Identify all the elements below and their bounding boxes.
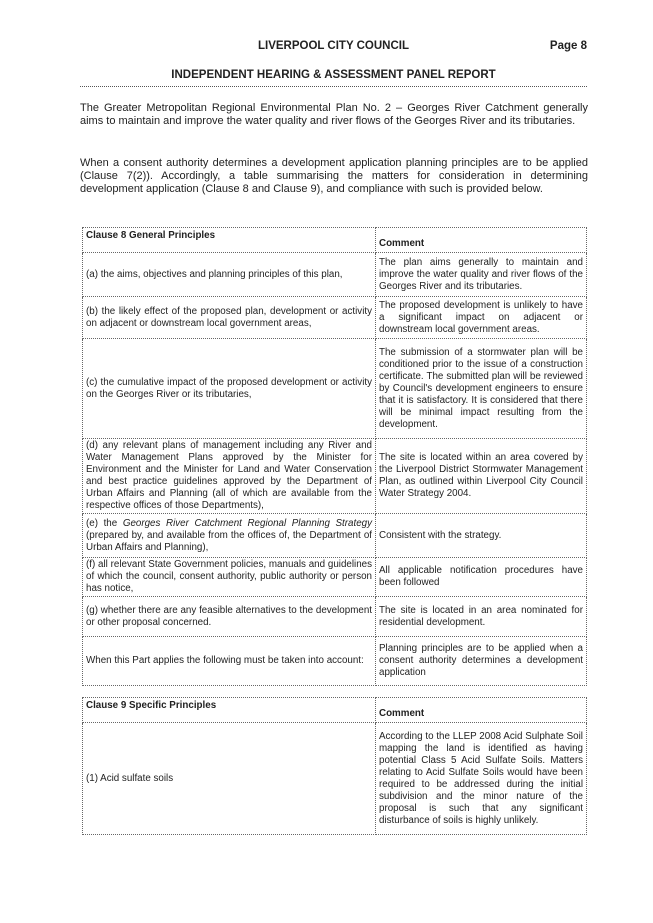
table-header-row bbox=[83, 228, 587, 253]
comment-cell: Planning principles are to be applied when a consent authority determines a development application bbox=[376, 637, 587, 686]
principle-cell bbox=[83, 514, 376, 558]
page-number: Page 8 bbox=[549, 40, 587, 52]
report-title bbox=[80, 64, 587, 87]
table-row bbox=[83, 439, 587, 514]
principle-cell: (b) the likely effect of the proposed plan, development or activity on adjacent or downstream local government areas, bbox=[83, 297, 376, 339]
intro-paragraph-1: The Greater Metropolitan Regional Environmental Plan No. 2 – Georges River Catchment generally aims to maintain and improve the water quality and river flows of the Georges River and its tributaries. bbox=[80, 102, 588, 127]
principle-text-pre: (e) the bbox=[86, 517, 123, 529]
council-name: LIVERPOOL CITY COUNCIL bbox=[257, 40, 409, 52]
intro-paragraph-2: When a consent authority determines a development application planning principles are to be applied (Clause 7(2)). Accordingly, a table summarising the matters for consideration in determining development application (Clause 8 and Clause 9), and compliance with such is provided below. bbox=[80, 157, 588, 195]
page-header bbox=[80, 38, 587, 54]
clause-8-heading: Clause 8 General Principles bbox=[83, 228, 376, 253]
principle-text-post: (prepared by, and available from the offices of, the Department of Urban Affairs and Planning), bbox=[86, 529, 372, 553]
comment-cell: All applicable notification procedures have been followed bbox=[376, 558, 587, 597]
table-row bbox=[83, 514, 587, 558]
principle-cell: (d) any relevant plans of management including any River and Water Management Plans approved by the Minister for Environment and the Minister for Land and Water Conservation and best practice guidelines approved by the Department of Urban Affairs and Planning (all of which are available from the respective offices of those Departments), bbox=[83, 439, 376, 514]
comment-heading: Comment bbox=[376, 698, 587, 723]
comment-cell: According to the LLEP 2008 Acid Sulphate Soil mapping the land is identified as having potential Class 5 Acid Sulfate Soils. Matters relating to Acid Sulfate Soils would have been required to be addressed during the initial subdivision and the minor nature of the proposal is such that any significant disturbance of soils is highly unlikely. bbox=[376, 723, 587, 835]
comment-heading: Comment bbox=[376, 228, 587, 253]
table-row bbox=[83, 597, 587, 637]
table-row bbox=[83, 297, 587, 339]
comment-cell: The submission of a stormwater plan will be conditioned prior to the issue of a construction certificate. The submitted plan will be reviewed by Council's development engineers to ensure that it is satisfactory. It is considered that there will be minimal impact resulting from the development. bbox=[376, 339, 587, 439]
principle-cell: (a) the aims, objectives and planning principles of this plan, bbox=[83, 253, 376, 297]
table-row bbox=[83, 558, 587, 597]
comment-cell: The plan aims generally to maintain and improve the water quality and river flows of the Georges River and its tributaries. bbox=[376, 253, 587, 297]
comment-cell: The site is located within an area covered by the Liverpool District Stormwater Management Plan, as outlined within Liverpool City Council Water Strategy 2004. bbox=[376, 439, 587, 514]
principle-cell: (g) whether there are any feasible alternatives to the development or other proposal concerned. bbox=[83, 597, 376, 637]
clause-9-table bbox=[82, 697, 587, 835]
table-row bbox=[83, 723, 587, 835]
principle-cell: (c) the cumulative impact of the proposed development or activity on the Georges River or its tributaries, bbox=[83, 339, 376, 439]
principle-cell: (f) all relevant State Government policies, manuals and guidelines of which the council, consent authority, public authority or person has notice, bbox=[83, 558, 376, 597]
table-row bbox=[83, 339, 587, 439]
principle-text-italic: Georges River Catchment Regional Planning Strategy bbox=[122, 517, 372, 529]
clause-9-heading: Clause 9 Specific Principles bbox=[83, 698, 376, 723]
report-title-text: INDEPENDENT HEARING & ASSESSMENT PANEL REPORT bbox=[171, 69, 496, 81]
principle-cell: (1) Acid sulfate soils bbox=[83, 723, 376, 835]
clause-8-table bbox=[82, 227, 587, 686]
table-row bbox=[83, 253, 587, 297]
comment-cell: Consistent with the strategy. bbox=[376, 514, 587, 558]
table-header-row bbox=[83, 698, 587, 723]
table-row bbox=[83, 637, 587, 686]
principle-cell: When this Part applies the following must be taken into account: bbox=[83, 637, 376, 686]
comment-cell: The site is located in an area nominated for residential development. bbox=[376, 597, 587, 637]
comment-cell: The proposed development is unlikely to have a significant impact on adjacent or downstream local government areas. bbox=[376, 297, 587, 339]
